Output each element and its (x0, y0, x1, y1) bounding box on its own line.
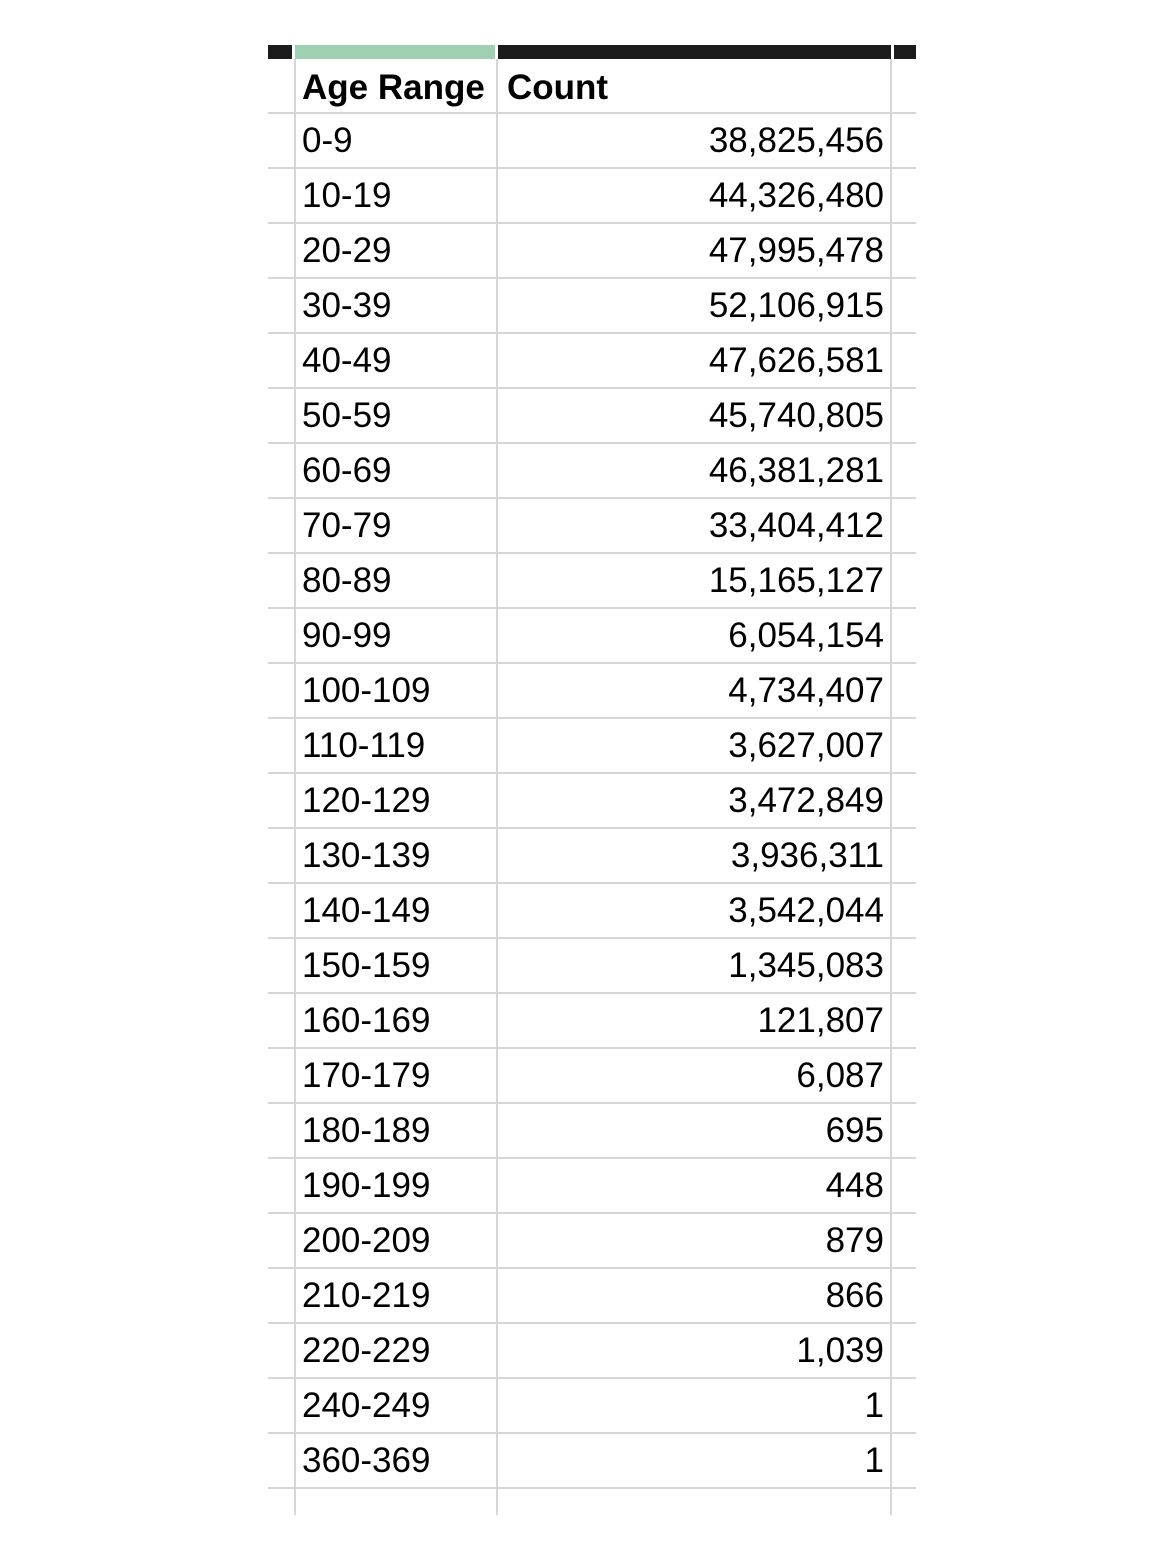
cell-age-range[interactable]: 240-249 (302, 1386, 431, 1425)
table-row (268, 884, 916, 939)
table-row (268, 1269, 916, 1324)
column-header-b[interactable] (498, 45, 891, 59)
cell-age-range[interactable]: 170-179 (302, 1056, 431, 1095)
table-row (268, 334, 916, 389)
cell-count[interactable]: 448 (825, 1166, 884, 1205)
cell-age-range[interactable]: 70-79 (302, 506, 392, 545)
cell-count[interactable]: 44,326,480 (708, 176, 884, 215)
column-header-left-edge[interactable] (268, 45, 292, 59)
cell-age-range[interactable]: 100-109 (302, 671, 431, 710)
table-row (268, 499, 916, 554)
cell-count[interactable]: 3,472,849 (728, 781, 884, 820)
table-row (268, 829, 916, 884)
cell-age-range[interactable]: 150-159 (302, 946, 431, 985)
cell-age-range[interactable]: 160-169 (302, 1001, 431, 1040)
cell-count[interactable]: 6,054,154 (728, 616, 884, 655)
table-row (268, 1104, 916, 1159)
column-header-a-selected[interactable] (295, 45, 495, 59)
cell-age-range[interactable]: 140-149 (302, 891, 431, 930)
cell-age-range[interactable]: 0-9 (302, 121, 353, 160)
table-row (268, 1214, 916, 1269)
cell-count[interactable]: 52,106,915 (708, 286, 884, 325)
cell-age-range[interactable]: 40-49 (302, 341, 392, 380)
cell-age-range[interactable]: 200-209 (302, 1221, 431, 1260)
cell-age-range[interactable]: 10-19 (302, 176, 392, 215)
table-row (268, 1434, 916, 1489)
header-cell-age-range[interactable]: Age Range (302, 68, 485, 107)
table-row (268, 1049, 916, 1104)
cell-age-range[interactable]: 80-89 (302, 561, 392, 600)
cell-age-range[interactable]: 220-229 (302, 1331, 431, 1370)
cell-count[interactable]: 1,345,083 (728, 946, 884, 985)
cell-age-range[interactable]: 190-199 (302, 1166, 431, 1205)
cell-count[interactable]: 45,740,805 (708, 396, 884, 435)
table-row (268, 1159, 916, 1214)
table-row (268, 994, 916, 1049)
header-cell-count[interactable]: Count (507, 68, 609, 107)
cell-age-range[interactable]: 90-99 (302, 616, 392, 655)
table-row (268, 774, 916, 829)
cell-age-range[interactable]: 210-219 (302, 1276, 431, 1315)
cell-count[interactable]: 38,825,456 (708, 121, 884, 160)
table-row (268, 169, 916, 224)
cell-count[interactable]: 46,381,281 (708, 451, 884, 490)
cell-count[interactable]: 15,165,127 (708, 561, 884, 600)
table-row (268, 279, 916, 334)
table-row (268, 719, 916, 774)
table-row (268, 1324, 916, 1379)
column-header-c[interactable] (894, 45, 916, 59)
table-row (268, 114, 916, 169)
cell-age-range[interactable]: 20-29 (302, 231, 392, 270)
cell-count[interactable]: 3,936,311 (730, 836, 884, 875)
cell-count[interactable]: 4,734,407 (728, 671, 884, 710)
header-row (268, 59, 916, 114)
table-row (268, 444, 916, 499)
spreadsheet (268, 45, 916, 1515)
cell-count[interactable]: 6,087 (796, 1056, 884, 1095)
cell-age-range[interactable]: 60-69 (302, 451, 392, 490)
cell-count[interactable]: 3,542,044 (728, 891, 884, 930)
cell-count[interactable]: 47,995,478 (708, 231, 884, 270)
table-row (268, 554, 916, 609)
cell-count[interactable]: 121,807 (757, 1001, 884, 1040)
cell-age-range[interactable]: 30-39 (302, 286, 392, 325)
cell-age-range[interactable]: 110-119 (302, 726, 426, 765)
table-row (268, 1379, 916, 1434)
cell-count[interactable]: 47,626,581 (708, 341, 884, 380)
table-row (268, 389, 916, 444)
cell-age-range[interactable]: 360-369 (302, 1441, 431, 1480)
cell-age-range[interactable]: 180-189 (302, 1111, 431, 1150)
cell-count[interactable]: 1 (864, 1441, 884, 1480)
data-grid (268, 59, 916, 1489)
grid-line-vertical (294, 59, 296, 1515)
grid-line-vertical (496, 59, 498, 1515)
cell-count[interactable]: 1,039 (796, 1331, 884, 1370)
cell-count[interactable]: 3,627,007 (728, 726, 884, 765)
table-row (268, 664, 916, 719)
grid-line-vertical (890, 59, 892, 1515)
cell-count[interactable]: 1 (864, 1386, 884, 1425)
table-row (268, 224, 916, 279)
cell-count[interactable]: 33,404,412 (708, 506, 884, 545)
column-header-bar (268, 45, 916, 59)
table-row (268, 609, 916, 664)
cell-count[interactable]: 866 (825, 1276, 884, 1315)
cell-count[interactable]: 695 (825, 1111, 884, 1150)
cell-age-range[interactable]: 50-59 (302, 396, 392, 435)
cell-count[interactable]: 879 (825, 1221, 884, 1260)
table-row (268, 939, 916, 994)
cell-age-range[interactable]: 120-129 (302, 781, 431, 820)
cell-age-range[interactable]: 130-139 (302, 836, 431, 875)
